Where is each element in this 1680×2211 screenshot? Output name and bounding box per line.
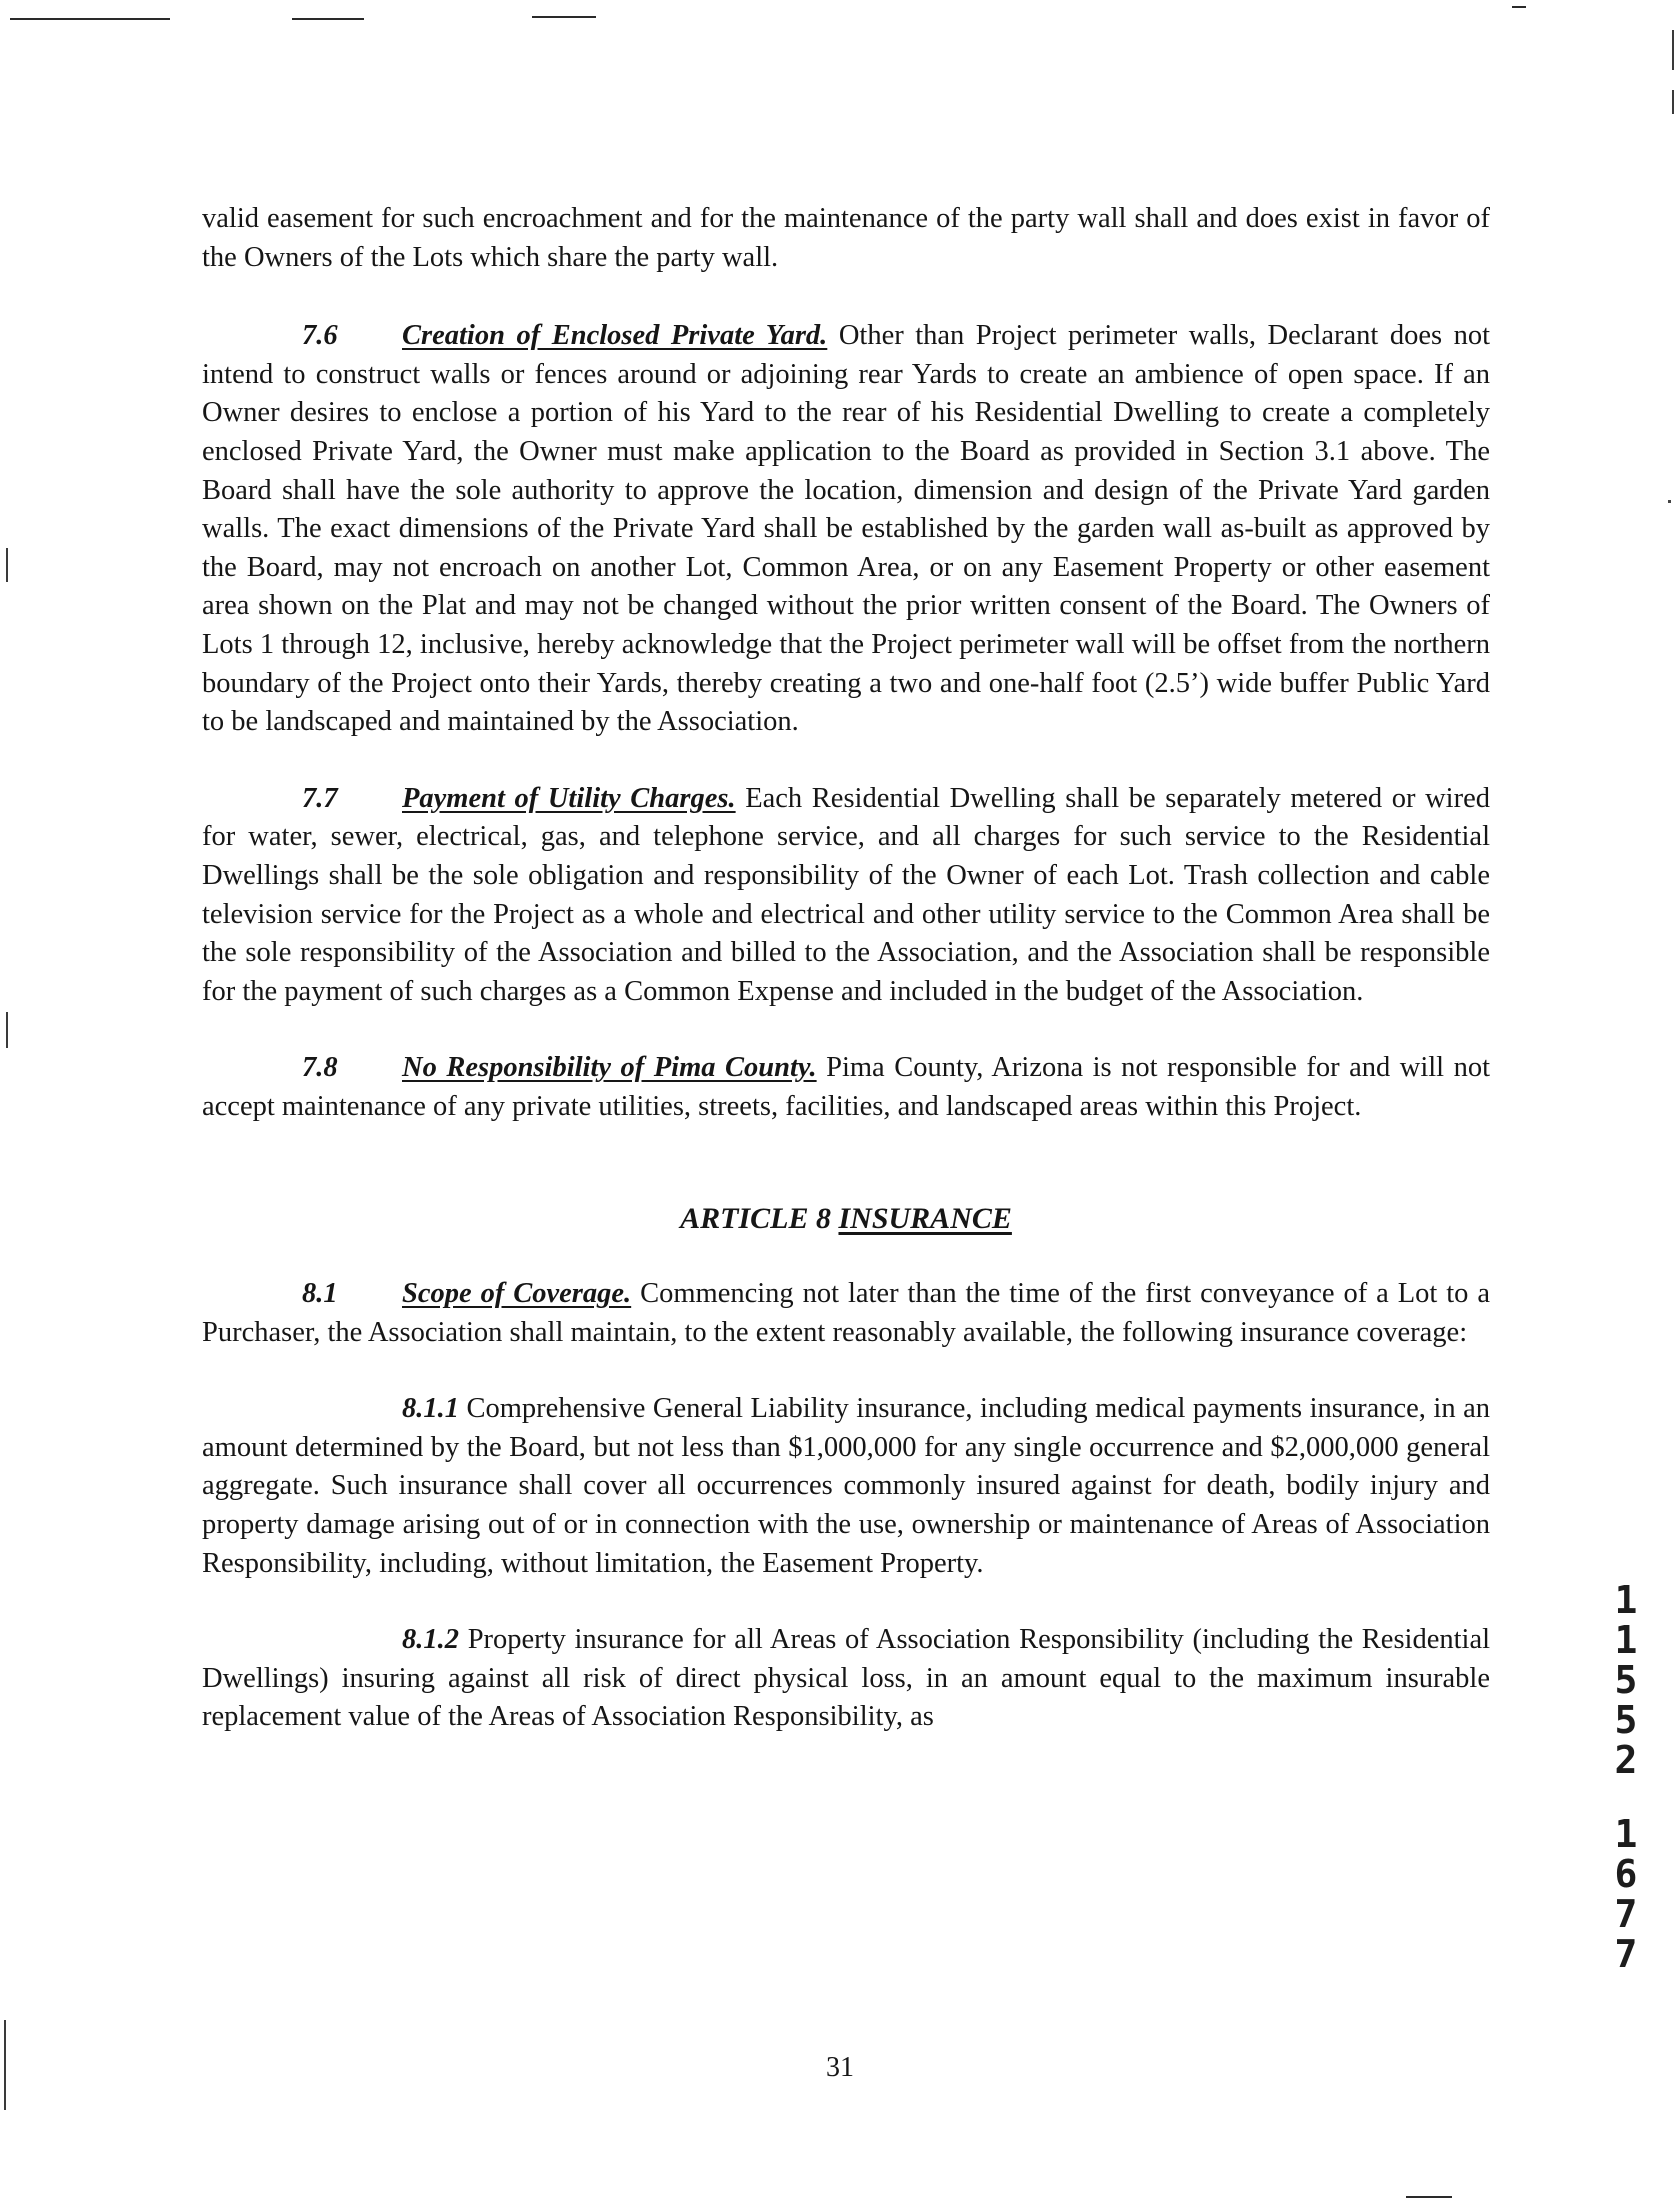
document-body [202,200,1490,1737]
section-8-1 [202,1275,1490,1352]
section-number: 8.1 [302,1278,338,1310]
scan-artifact-left-mark-1 [6,548,8,582]
recording-stamp [1608,1580,1644,1974]
article-heading [202,1200,1490,1239]
scan-artifact-top-right-mark [1512,6,1526,8]
subsection-8-1-1 [202,1390,1490,1583]
section-body: Commencing not later than the time of the first conveyance of a Lot to a Purchaser, the Association shall maintain, to the extent reasonably available, the following insurance coverage: [202,1278,1490,1348]
scan-artifact-right-edge-1 [1672,30,1674,70]
section-7-6 [202,317,1490,742]
section-body: Pima County, Arizona is not responsible for and will not accept maintenance of any private utilities, streets, facilities, and landscaped areas within this Project. [202,1052,1490,1122]
section-title: Creation of Enclosed Private Yard. [402,320,828,352]
stamp-docket-digit: 1 [1614,1618,1638,1662]
section-number: 7.6 [302,320,338,352]
stamp-gap [1608,1780,1644,1814]
stamp-page-digit: 1 [1614,1812,1638,1856]
stamp-docket-digit: 1 [1614,1578,1638,1622]
section-title: Scope of Coverage. [402,1278,632,1310]
subsection-8-1-2 [202,1621,1490,1737]
section-7-8 [202,1049,1490,1126]
stamp-docket-digit: 5 [1614,1698,1638,1742]
page-number: 31 [826,2052,854,2083]
scan-artifact-top-line-1 [10,18,170,20]
section-title: No Responsibility of Pima County. [402,1052,817,1084]
scan-artifact-left-mark-2 [6,1012,8,1048]
opening-paragraph: valid easement for such encroachment and for the maintenance of the party wall shall and does exist in favor of the Owners of the Lots which share the party wall. [202,203,1490,273]
stamp-docket-digit: 5 [1614,1658,1638,1702]
section-number: 7.7 [302,782,338,814]
scan-artifact-right-edge-2 [1672,90,1674,114]
scan-artifact-bottom-right-line [1406,2196,1452,2198]
scan-artifact-top-line-3 [532,16,596,18]
stamp-page-digit: 6 [1614,1852,1638,1896]
section-7-7 [202,780,1490,1012]
section-title: Payment of Utility Charges. [402,782,736,814]
article-title: INSURANCE [838,1202,1012,1236]
subsection-number: 8.1.2 [402,1624,459,1656]
article-label: ARTICLE 8 [680,1202,831,1236]
stamp-page-digit: 7 [1614,1932,1638,1976]
stamp-docket-digit: 2 [1614,1738,1638,1782]
subsection-body: Comprehensive General Liability insurance, including medical payments insurance, in an amount determined by the Board, but not less than $1,000,000 for any single occurrence and $2,000,000 general aggregate. Such insurance shall cover all occurrences commonly insured against for death, bodily injury and property damage arising out of or in connection with the use, ownership or maintenance of Areas of Association Responsibility, including, without limitation, the Easement Property. [202,1393,1490,1579]
section-body: Other than Project perimeter walls, Declarant does not intend to construct walls or fences around or adjoining rear Yards to create an ambience of open space. If an Owner desires to enclose a portion of his Yard to the rear of his Residential Dwelling to create a completely enclosed Private Yard, the Owner must make application to the Board as provided in Section 3.1 above. The Board shall have the sole authority to approve the location, dimension and design of the Private Yard garden walls. The exact dimensions of the Private Yard shall be established by the garden wall as-built as approved by the Board, may not encroach on another Lot, Common Area, or on any Easement Property or other easement area shown on the Plat and may not be changed without the prior written consent of the Board. The Owners of Lots 1 through 12, inclusive, hereby acknowledge that the Project perimeter wall will be offset from the northern boundary of the Project onto their Yards, thereby creating a two and one-half foot (2.5’) wide buffer Public Yard to be landscaped and maintained by the Association. [202,320,1490,738]
section-number: 7.8 [302,1052,338,1084]
scan-artifact-top-line-2 [292,18,364,20]
subsection-number: 8.1.1 [402,1393,459,1425]
stamp-page-digit: 7 [1614,1892,1638,1936]
scan-artifact-dot [1668,500,1671,503]
section-body: Each Residential Dwelling shall be separately metered or wired for water, sewer, electrical, gas, and telephone service, and all charges for such service to the Residential Dwellings shall be the sole obligation and responsibility of the Owner of each Lot. Trash collection and cable television service for the Project as a whole and electrical and other utility service to the Common Area shall be the sole responsibility of the Association and billed to the Association, and the Association shall be responsible for the payment of such charges as a Common Expense and included in the budget of the Association. [202,782,1490,1007]
subsection-body: Property insurance for all Areas of Association Responsibility (including the Residential Dwellings) insuring against all risk of direct physical loss, in an amount equal to the maximum insurable replacement value of the Areas of Association Responsibility, as [202,1624,1491,1733]
